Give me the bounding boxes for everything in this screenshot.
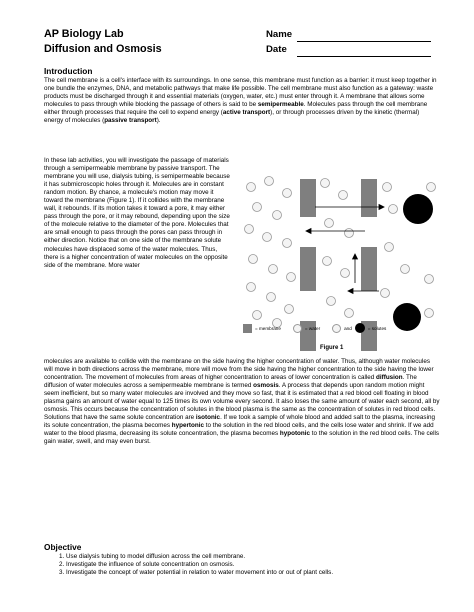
introduction-column-text: In these lab activities, you will investigate the passage of materials through a semipermeable membrane by passive transport. The membrane you will use, dialysis tubing, is semipermeable because it has submicroscopic holes through it. Molecules are in constant random motion. By chance, a molecule's motion may move it toward the membrane (Figure 1). If it collides with the membrane wall, it rebounds. If its motion takes it toward a pore, it may either pass through the pore, or it may rebound, depending upon the size of the molecule relative to the diameter of the pore. Molecules that are small enough to pass through the pores can pass through in either direction. Notice that on one side of the membrane solute molecules have displaced some of the water molecules. Thus, there is a higher concentration of water molecules on the opposite side of the membrane. More water [44, 157, 230, 269]
membrane-segment [300, 247, 316, 291]
intro-text: . Molecules pass through the cell membrane either through processes that require the cell to expend energy ( [44, 101, 428, 117]
legend-solutes-label: = solutes [367, 325, 387, 331]
date-label: Date [266, 44, 287, 55]
membrane-swatch [243, 324, 252, 333]
solute-swatch [355, 323, 365, 333]
intro-text: to the solution in the red blood cells. The cells gain water, swell, and may even burst. [44, 430, 440, 446]
term-semipermeable: semipermeable [257, 101, 304, 109]
intro-text: . The diffusion of water molecules across a semipermeable membrane is termed [44, 374, 417, 390]
term-diffusion: diffusion [376, 374, 403, 382]
objective-item: 3. Investigate the concept of water potential in relation to water movement into or out of plant cells. [66, 569, 440, 577]
term-osmosis: osmosis [253, 382, 279, 390]
legend-and-label: and [344, 325, 352, 331]
date-row [266, 42, 431, 57]
intro-text: molecules are available to collide with the membrane on the side having the higher concentration of water. Thus, although water molecules will move in both directions across the membrane, more will move from the side having the higher concentration to the side having the lower concentration. The movement of molecules from areas of higher concentration to areas of lower concentration is called [44, 358, 434, 382]
introduction-heading: Introduction [44, 66, 93, 76]
intro-text: . A process that depends upon random motion might seem inefficient, but so many water molecules are involved and they move so fast, that it is estimated that a red blood cell floating in blood plasma gains an amount of water equal to 125 times its own volume every second. It also loses the same amount of water each second, all by osmosis. This occurs because the concentration of solutes in the blood plasma is the same as the concentration of solutes in red blood cells. Solutions that have the same solute concentration are [44, 382, 440, 422]
term-hypertonic: hypertonic [171, 422, 204, 430]
intro-text: . If we took a sample of whole blood and added salt to the plasma, increasing its solute concentration, the plasma becomes [44, 414, 435, 430]
intro-text: ). [156, 117, 161, 125]
objective-list [44, 553, 440, 577]
name-line [297, 31, 431, 42]
legend-water-label: = water [304, 325, 321, 331]
water-swatch [293, 324, 302, 333]
course-title: AP Biology Lab [44, 28, 124, 40]
lab-title: Diffusion and Osmosis [44, 43, 162, 55]
figure-1-legend [243, 323, 439, 333]
objective-item: 2. Investigate the influence of solute concentration on osmosis. [66, 561, 440, 569]
membrane-segment [361, 247, 377, 291]
term-active-transport: active transport [222, 109, 271, 117]
solute-small-swatch [332, 324, 341, 333]
figure-1-caption: Figure 1 [320, 345, 344, 351]
introduction-paragraph-1 [44, 77, 440, 125]
document-header [44, 27, 162, 57]
objective-item: 1. Use dialysis tubing to model diffusion across the cell membrane. [66, 553, 440, 561]
intro-text: to the solution in the red blood cells, and the cells lose water and shrink. If we add water to the blood plasma, decreasing its solute concentration, the plasma becomes [44, 422, 434, 438]
date-line [297, 46, 431, 57]
intro-text: The cell membrane is a cell's interface with its surroundings. In one sense, this membrane must function as a barrier: it must keep together in one bundle the enzymes, DNA, and metabolic pathways that make life possible. The cell membrane must also function as a gateway: waste products must be discharged through it and essential materials (oxygen, water, etc.) must enter through it. A membrane that allows some molecules to pass through while blocking the passage of others is said to be [44, 77, 437, 109]
objective-heading: Objective [44, 542, 82, 552]
objective-list-wrapper [44, 553, 440, 577]
term-passive-transport: passive transport [104, 117, 157, 125]
intro-text: ), or through processes driven by the kinetic (thermal) energy of molecules ( [44, 109, 420, 125]
term-hypotonic: hypotonic [279, 430, 311, 438]
legend-membrane-label: = membrane [255, 325, 281, 331]
name-row [266, 27, 431, 42]
introduction-paragraph-2 [44, 358, 440, 447]
name-date-fields [266, 27, 431, 57]
name-label: Name [266, 29, 293, 40]
membrane-segment [300, 179, 316, 217]
term-isotonic: isotonic [195, 414, 221, 422]
membrane-segment [361, 179, 377, 217]
